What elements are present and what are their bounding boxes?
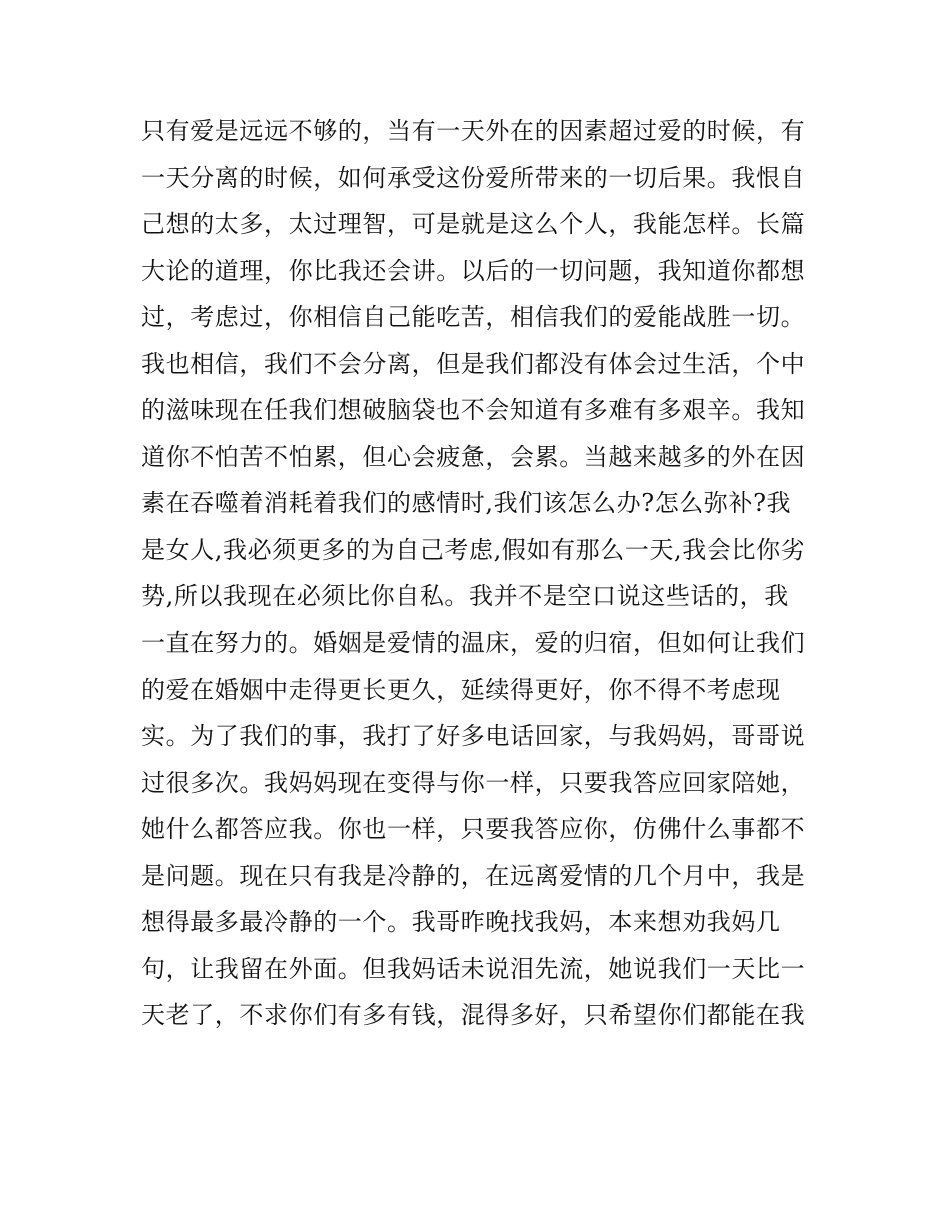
text-line: 过，考虑过，你相信自己能吃苦，相信我们的爱能战胜一切。 (141, 303, 806, 332)
text-line: 己想的太多，太过理智，可是就是这么个人，我能怎样。长篇 (141, 210, 806, 239)
text-line: 她什么都答应我。你也一样，只要我答应你，仿佛什么事都不 (141, 815, 806, 844)
text-line: 一直在努力的。婚姻是爱情的温床，爱的归宿，但如何让我们 (141, 629, 806, 658)
text-line: 过很多次。我妈妈现在变得与你一样，只要我答应回家陪她， (141, 768, 806, 797)
text-line: 的滋味现在任我们想破脑袋也不会知道有多难有多艰辛。我知 (141, 396, 806, 425)
text-line: 势,所以我现在必须比你自私。我并不是空口说这些话的，我 (141, 582, 789, 611)
text-line: 是问题。现在只有我是冷静的，在远离爱情的几个月中，我是 (141, 861, 806, 890)
text-line: 句，让我留在外面。但我妈话未说泪先流，她说我们一天比一 (141, 954, 806, 983)
text-line: 天老了，不求你们有多有钱，混得多好，只希望你们都能在我 (141, 1001, 806, 1030)
text-line: 大论的道理，你比我还会讲。以后的一切问题，我知道你都想 (141, 256, 806, 285)
text-line: 一天分离的时候，如何承受这份爱所带来的一切后果。我恨自 (141, 163, 806, 192)
text-line: 只有爱是远远不够的，当有一天外在的因素超过爱的时候，有 (141, 117, 806, 145)
text-line: 道你不怕苦不怕累，但心会疲惫，会累。当越来越多的外在因 (141, 442, 806, 471)
text-line: 素在吞噬着消耗着我们的感情时,我们该怎么办?怎么弥补?我 (141, 489, 792, 518)
body-text (141, 108, 821, 1039)
text-line: 我也相信，我们不会分离，但是我们都没有体会过生活，个中 (141, 349, 806, 378)
text-line: 的爱在婚姻中走得更长更久，延续得更好，你不得不考虑现 (141, 675, 781, 704)
text-line: 想得最多最冷静的一个。我哥昨晚找我妈，本来想劝我妈几 (141, 908, 781, 937)
text-line: 实。为了我们的事，我打了好多电话回家，与我妈妈，哥哥说 (141, 722, 806, 751)
text-line: 是女人,我必须更多的为自己考虑,假如有那么一天,我会比你劣 (141, 535, 806, 564)
